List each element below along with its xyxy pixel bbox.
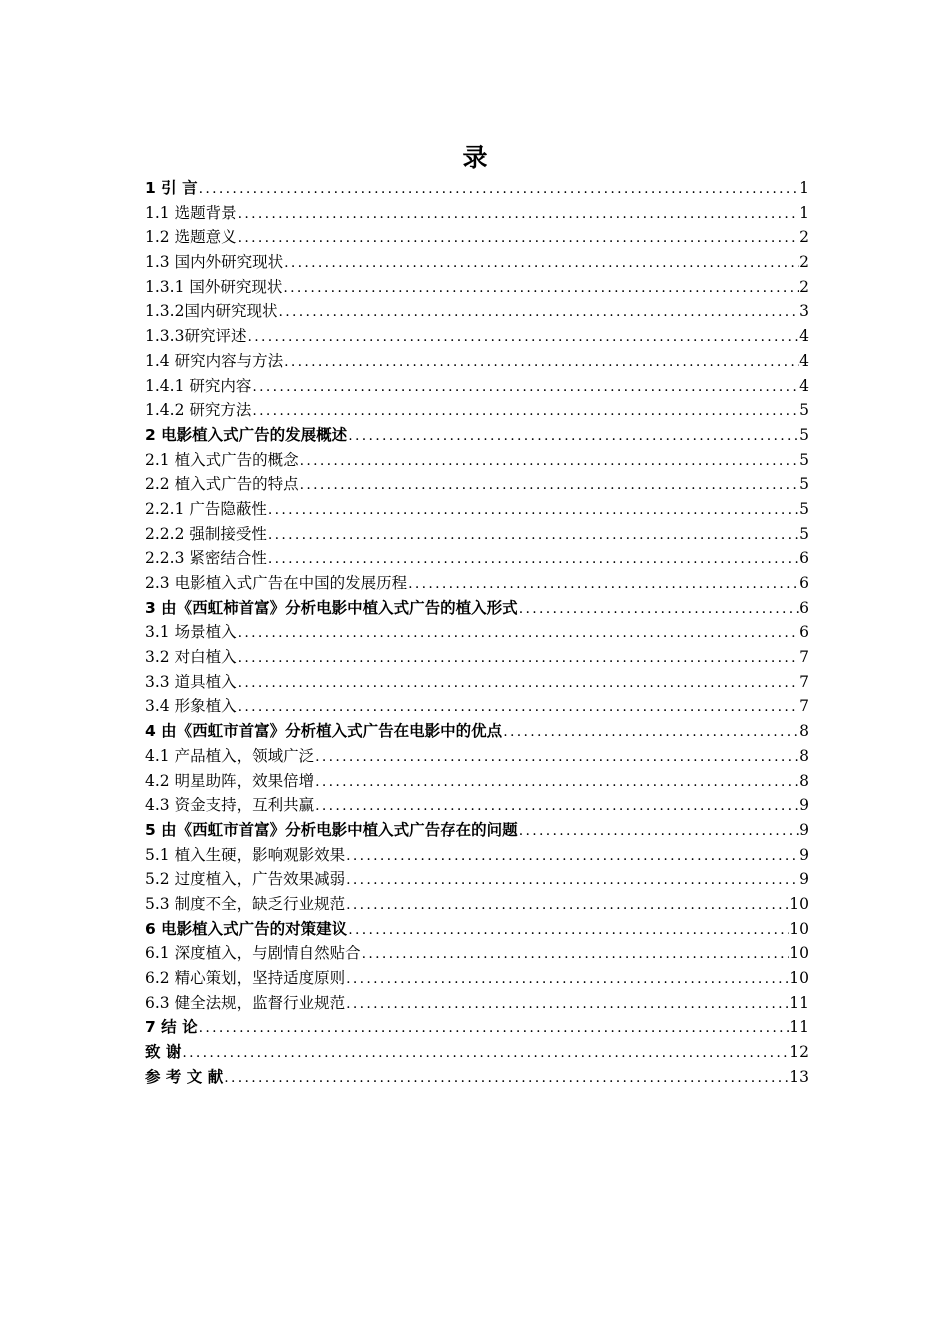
toc-entry[interactable] [145,299,809,324]
toc-entry-label: 1.2 选题意义 [145,228,237,247]
toc-entry[interactable] [145,571,809,596]
toc-entry-page-number: 5 [799,425,809,444]
toc-dot-leader [345,844,799,868]
toc-entry[interactable] [145,843,809,868]
toc-entry-label: 2.2 植入式广告的特点 [145,475,299,494]
toc-dot-leader [283,350,799,374]
toc-entry-label: 2.2.2 强制接受性 [145,524,267,543]
toc-entry-label: 2.3 电影植入式广告在中国的发展历程 [145,574,408,592]
toc-entry-page-number: 4 [799,351,809,370]
toc-entry[interactable] [145,917,809,942]
toc-entry[interactable] [145,1040,809,1065]
toc-entry[interactable] [145,176,809,201]
toc-dot-leader [198,1016,790,1040]
toc-entry-page-number: 9 [799,845,809,864]
toc-dot-leader [237,646,800,670]
toc-dot-leader [237,621,800,645]
toc-entry-label: 1.3.3研究评述 [145,327,247,346]
toc-entry-label: 4.1 产品植入，领域广泛 [145,746,315,765]
toc-entry[interactable] [145,275,809,300]
toc-entry-label: 6.3 健全法规，监督行业规范 [145,993,346,1012]
toc-entry-label: 3.3 道具植入 [145,672,237,691]
toc-entry-label: 1 引 言 [145,179,198,197]
toc-dot-leader [314,745,799,769]
toc-entry-page-number: 2 [799,228,809,247]
toc-entry[interactable] [145,1065,809,1090]
toc-entry-label: 5.1 植入生硬，影响观影效果 [145,845,346,864]
toc-entry-label: 1.1 选题背景 [145,203,237,222]
page-title: 录 [462,143,488,172]
toc-entry-page-number: 10 [789,944,809,963]
toc-entry[interactable] [145,472,809,497]
toc-entry-label: 4 由《西虹市首富》分析植入式广告在电影中的优点 [145,722,503,741]
toc-dot-leader [314,794,799,818]
toc-entry[interactable] [145,349,809,374]
toc-entry-page-number: 5 [799,450,809,469]
toc-entry-page-number: 13 [789,1067,809,1086]
toc-dot-leader [345,992,789,1016]
toc-entry[interactable] [145,497,809,522]
toc-entry-label: 4.2 明星助阵，效果倍增 [145,771,315,790]
toc-entry[interactable] [145,324,809,349]
toc-entry-label: 1.4.2 研究方法 [145,401,252,420]
toc-entry[interactable] [145,250,809,275]
toc-entry[interactable] [145,867,809,892]
toc-dot-leader [251,375,799,399]
toc-entry-label: 6.2 精心策划，坚持适度原则 [145,969,346,987]
toc-entry-page-number: 2 [799,277,809,296]
toc-dot-leader [246,325,799,349]
toc-entry-page-number: 11 [789,1018,809,1037]
toc-dot-leader [237,202,800,226]
toc-entry[interactable] [145,941,809,966]
toc-entry[interactable] [145,793,809,818]
table-of-contents [145,176,809,1089]
toc-entry-page-number: 12 [789,1043,809,1062]
toc-entry-page-number: 8 [799,746,809,765]
toc-entry-page-number: 9 [799,870,809,889]
toc-dot-leader [502,720,799,744]
toc-entry-page-number: 7 [799,672,809,691]
toc-entry[interactable] [145,374,809,399]
toc-entry[interactable] [145,818,809,843]
toc-entry[interactable] [145,966,809,991]
toc-entry-label: 1.4 研究内容与方法 [145,351,284,370]
toc-entry-page-number: 5 [799,524,809,543]
toc-entry-page-number: 7 [799,697,809,716]
toc-entry[interactable] [145,769,809,794]
toc-dot-leader [347,918,789,942]
toc-entry[interactable] [145,1015,809,1040]
toc-dot-leader [299,449,800,473]
toc-entry[interactable] [145,694,809,719]
toc-entry-page-number: 3 [799,302,809,321]
toc-entry[interactable] [145,620,809,645]
toc-dot-leader [283,251,799,275]
toc-dot-leader [347,424,799,448]
toc-dot-leader [361,942,790,966]
toc-dot-leader [518,597,799,621]
toc-entry[interactable] [145,522,809,547]
toc-dot-leader [345,893,789,917]
toc-entry-label: 6 电影植入式广告的对策建议 [145,919,348,938]
toc-entry-label: 1.3.2国内研究现状 [145,302,278,321]
toc-entry-label: 2.2.1 广告隐蔽性 [145,499,267,518]
toc-entry-page-number: 5 [799,401,809,420]
toc-entry-label: 5.3 制度不全，缺乏行业规范 [145,894,346,913]
toc-entry-page-number: 7 [799,648,809,667]
toc-entry-page-number: 11 [789,993,809,1012]
toc-entry[interactable] [145,225,809,250]
toc-entry-label: 3.2 对白植入 [145,648,237,667]
toc-dot-leader [181,1041,789,1065]
toc-entry-label: 6.1 深度植入，与剧情自然贴合 [145,944,361,963]
toc-entry-page-number: 6 [799,574,809,592]
toc-dot-leader [277,300,799,324]
toc-entry-label: 1.3 国内外研究现状 [145,253,284,272]
toc-entry-page-number: 4 [799,376,809,395]
toc-entry[interactable] [145,892,809,917]
toc-entry[interactable] [145,448,809,473]
toc-dot-leader [237,695,800,719]
toc-entry[interactable] [145,744,809,769]
toc-dot-leader [314,770,799,794]
toc-entry-page-number: 1 [799,203,809,222]
toc-entry[interactable] [145,596,809,621]
toc-dot-leader [299,473,800,497]
toc-entry-label: 4.3 资金支持，互利共赢 [145,796,315,815]
toc-entry-page-number: 6 [799,623,809,642]
toc-dot-leader [282,276,799,300]
toc-entry-page-number: 10 [789,919,809,938]
toc-dot-leader [237,226,800,250]
toc-entry-label: 1.3.1 国外研究现状 [145,277,283,296]
toc-dot-leader [267,523,799,547]
toc-entry-page-number: 6 [799,549,809,568]
toc-entry-label: 参 考 文 献 [145,1067,224,1086]
toc-entry-page-number: 10 [789,969,809,987]
toc-dot-leader [237,671,800,695]
toc-dot-leader [518,819,799,843]
toc-dot-leader [267,498,799,522]
toc-entry[interactable] [145,991,809,1016]
toc-entry-page-number: 5 [799,475,809,494]
toc-entry-label: 5 由《西虹市首富》分析电影中植入式广告存在的问题 [145,820,518,839]
toc-entry-page-number: 8 [799,722,809,741]
toc-dot-leader [267,547,799,571]
toc-entry[interactable] [145,398,809,423]
toc-entry-page-number: 8 [799,771,809,790]
toc-entry[interactable] [145,201,809,226]
toc-dot-leader [251,399,799,423]
toc-dot-leader [223,1066,789,1090]
toc-entry-label: 2 电影植入式广告的发展概述 [145,425,348,444]
toc-entry-page-number: 5 [799,499,809,518]
toc-dot-leader [198,177,800,201]
toc-dot-leader [345,868,799,892]
toc-entry-label: 3.1 场景植入 [145,623,237,642]
toc-entry[interactable] [145,670,809,695]
toc-entry-label: 1.4.1 研究内容 [145,376,252,395]
toc-entry[interactable] [145,423,809,448]
toc-entry-label: 致 谢 [145,1043,182,1062]
toc-entry-label: 3 由《西虹柿首富》分析电影中植入式广告的植入形式 [145,598,518,617]
toc-entry-page-number: 9 [799,820,809,839]
toc-entry-label: 2.1 植入式广告的概念 [145,450,299,469]
toc-entry-label: 3.4 形象植入 [145,697,237,716]
toc-dot-leader [345,967,789,991]
toc-entry[interactable] [145,645,809,670]
toc-dot-leader [407,572,799,596]
toc-entry-page-number: 6 [799,598,809,617]
toc-entry[interactable] [145,546,809,571]
toc-entry-label: 5.2 过度植入，广告效果减弱 [145,870,346,889]
toc-entry-page-number: 10 [789,894,809,913]
toc-entry-page-number: 2 [799,253,809,272]
toc-entry-page-number: 1 [799,179,809,197]
toc-entry-label: 2.2.3 紧密结合性 [145,549,267,568]
toc-entry-label: 7 结 论 [145,1018,198,1037]
toc-entry[interactable] [145,719,809,744]
toc-entry-page-number: 9 [799,796,809,815]
toc-entry-page-number: 4 [799,327,809,346]
